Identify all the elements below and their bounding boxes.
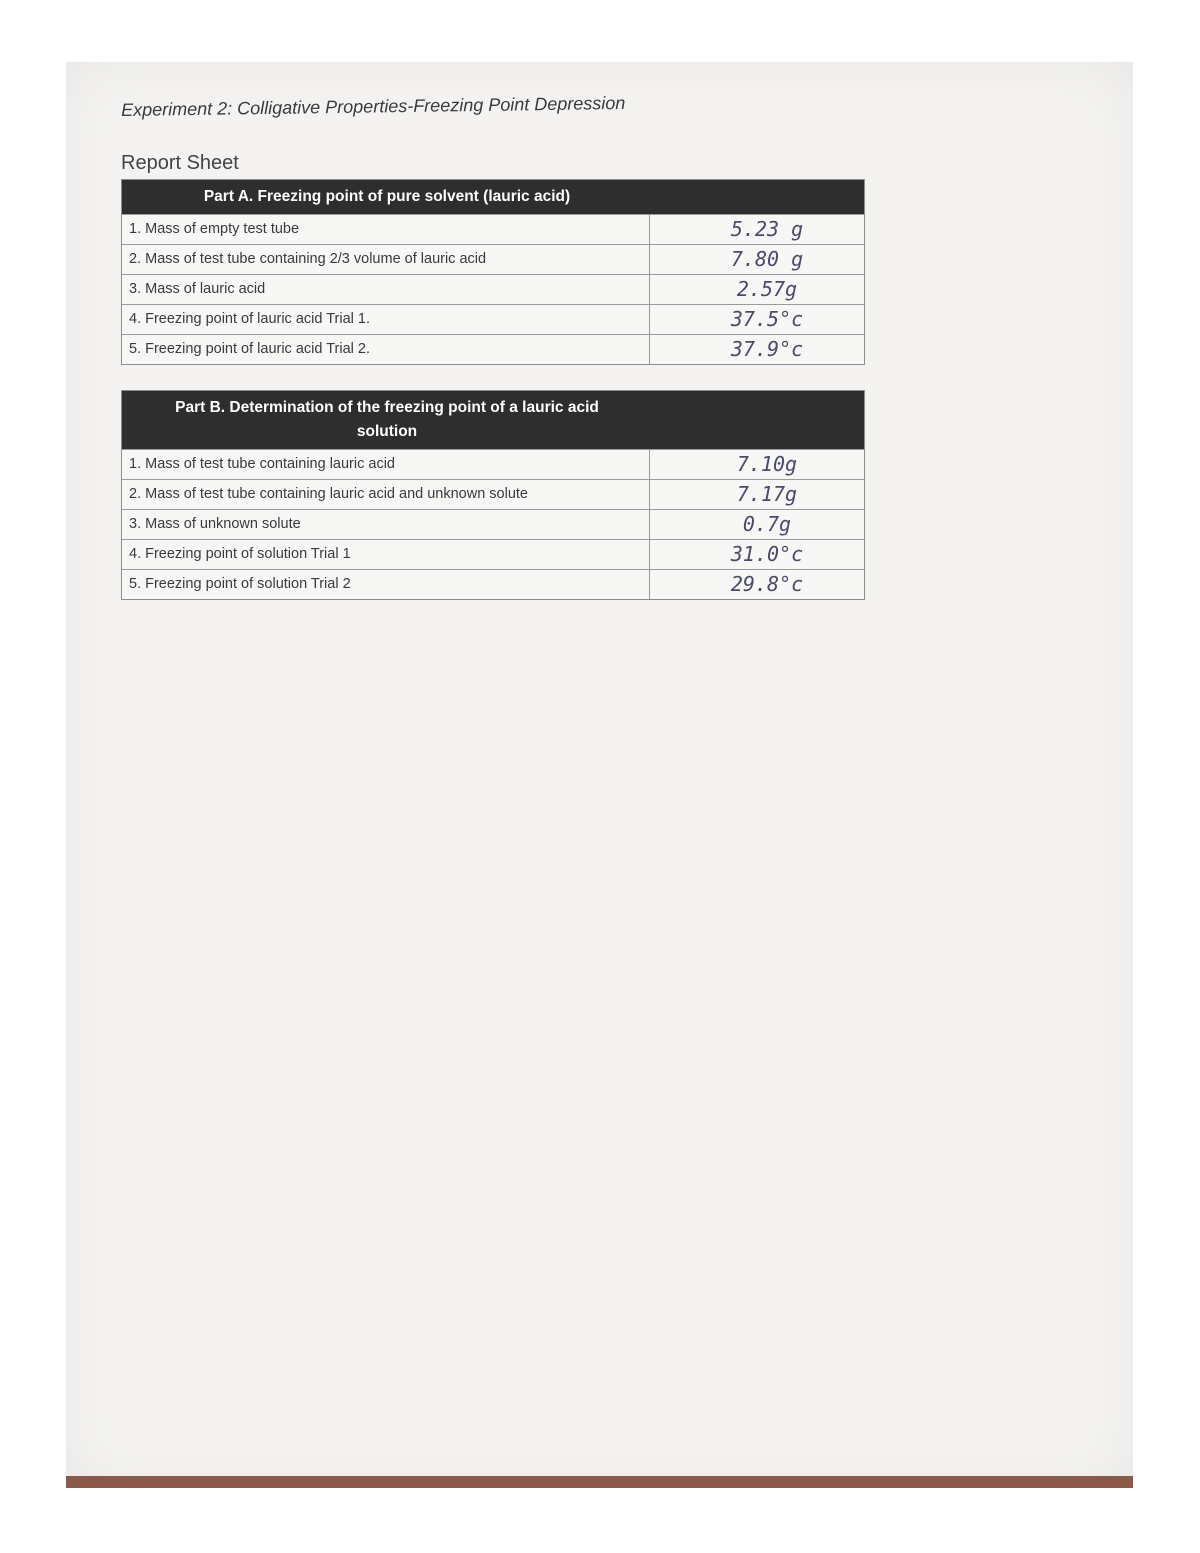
table-row [122, 569, 864, 599]
table-surface [66, 1476, 1133, 1488]
row-label: 1. Mass of test tube containing lauric acid [122, 450, 650, 479]
table-row [122, 539, 864, 569]
table-row [122, 214, 864, 244]
part-a-title: Part A. Freezing point of pure solvent (lauric acid) [203, 188, 571, 205]
handwritten-value: 7.17g [736, 482, 798, 506]
handwritten-value: 37.9°c [730, 337, 804, 361]
table-row [122, 449, 864, 479]
row-label: 1. Mass of empty test tube [122, 215, 650, 244]
part-b-header [122, 391, 864, 449]
row-label: 2. Mass of test tube containing 2/3 volume of lauric acid [122, 245, 650, 274]
row-label: 4. Freezing point of lauric acid Trial 1. [122, 305, 650, 334]
row-label: 4. Freezing point of solution Trial 1 [122, 540, 650, 569]
part-a-header [122, 180, 864, 214]
part-b-title-line2: solution [356, 423, 418, 440]
handwritten-value: 29.8°c [730, 572, 804, 596]
table-row [122, 479, 864, 509]
row-label: 5. Freezing point of lauric acid Trial 2. [122, 335, 650, 364]
table-row [122, 509, 864, 539]
handwritten-value: 7.10g [736, 452, 798, 476]
table-row [122, 334, 864, 364]
handwritten-value: 2.57g [736, 277, 798, 301]
row-label: 2. Mass of test tube containing lauric acid and unknown solute [122, 480, 650, 509]
handwritten-value: 37.5°c [730, 307, 804, 331]
table-row [122, 304, 864, 334]
report-title: Report Sheet [121, 152, 239, 174]
part-b-table [121, 390, 865, 600]
handwritten-value: 31.0°c [730, 542, 804, 566]
part-a-table [121, 179, 865, 365]
part-b-title-line1: Part B. Determination of the freezing point of a lauric acid [175, 399, 599, 416]
table-row [122, 274, 864, 304]
experiment-title: Experiment 2: Colligative Properties-Freezing Point Depression [121, 92, 626, 120]
table-row [122, 244, 864, 274]
handwritten-value: 5.23 g [730, 217, 804, 241]
part-b-title [122, 396, 652, 444]
row-label: 5. Freezing point of solution Trial 2 [122, 570, 650, 599]
row-label: 3. Mass of lauric acid [122, 275, 650, 304]
handwritten-value: 0.7g [742, 512, 792, 536]
row-label: 3. Mass of unknown solute [122, 510, 650, 539]
handwritten-value: 7.80 g [730, 247, 804, 271]
